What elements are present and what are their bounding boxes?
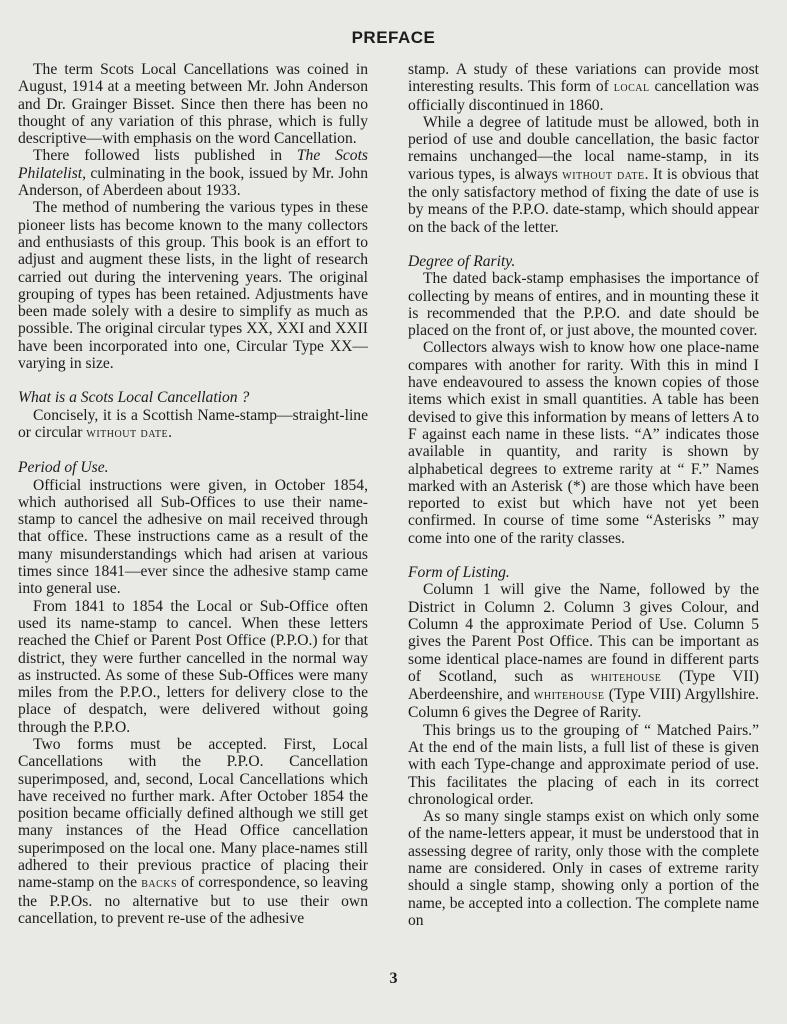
section-heading-form-of-listing: Form of Listing. <box>408 564 510 582</box>
paragraph-term-origin: The term Scots Local Cancellations was coined in August, 1914 at a meeting between Mr. John Anderson and Dr. Grainger Bisset. Since then there has been no thought of any variation of this phrase, which is fully descriptive—with emphasis on the word Cancellation. <box>18 61 368 148</box>
section-heading-degree-of-rarity: Degree of Rarity. <box>408 252 516 270</box>
paragraph-rarity-table: Collectors always wish to know how one place-name compares with another for rarity. With this in mind I have endeavoured to assess the known copies of those items which exist in small quantities. A table has been devised to give this information by means of letters A to F against each name in these lists. “A” indicates those available in quantity, and rarity is shown by alphabetical degrees to extreme rarity at “ F.” Names marked with an Asterisk (*) are those which have been reported to exist but which have not yet been confirmed. In course of time some “Asterisks ” may come into one of the rarity classes. <box>408 339 759 547</box>
paragraph-matched-pairs: This brings us to the grouping of “ Matched Pairs.” At the end of the main lists, a full list of these is given with each Type-change and approximate period of use. This facilitates the placing of each in its correct chronological order. <box>408 721 759 808</box>
paragraph-definition: Concisely, it is a Scottish Name-stamp—straight-line or circular without date. <box>18 406 368 441</box>
paragraph-lists-published: There followed lists published in The Scots Philatelist, culminating in the book, issued by Mr. John Anderson, of Aberdeen about 1933. <box>18 147 368 200</box>
right-column <box>408 61 759 929</box>
paragraph-official-instructions: Official instructions were given, in October 1854, which authorised all Sub-Offices to use their name-stamp to cancel the adhesive on mail received through that office. These instructions came as a result of the many misunderstandings which had arisen at various times since 1841—ever since the adhesive stamp came into general use. <box>18 476 368 598</box>
paragraph-two-forms: Two forms must be accepted. First, Local Cancellations with the P.P.O. Cancellation superimposed, and, second, Local Cancellations which have received no further mark. After October 1854 the position became officially defined although we still get many instances of the Head Office cancellation superimposed on the local one. Many place-names still adhered to their previous practice of placing their name-stamp on the backs of correspondence, so leaving the P.P.Os. no alternative but to use their own cancellation, to prevent re-use of the adhesive <box>18 735 368 927</box>
paragraph-columns: Column 1 will give the Name, followed by the District in Column 2. Column 3 gives Colour, and Column 4 the approximate Period of Use. Column 5 gives the Parent Post Office. This can be important as some identical place-names are found in different parts of Scotland, such as whitehouse (Type VII) Aberdeenshire, and whitehouse (Type VIII) Argyllshire. Column 6 gives the Degree of Rarity. <box>408 581 759 722</box>
paragraph-back-stamp: The dated back-stamp emphasises the importance of collecting by means of entires, and in mounting these it is recommended that the P.P.O. and date should be placed on the front of, or just above, the mounted cover. <box>408 270 759 340</box>
paragraph-single-stamps: As so many single stamps exist on which only some of the name-letters appear, it must be understood that in assessing degree of rarity, only those with the complete name are considered. Only in cases of extreme rarity should a single stamp, showing only a portion of the name, be accepted into a collection. The complete name on <box>408 808 759 929</box>
paragraph-latitude: While a degree of latitude must be allowed, both in period of use and double cancellation, the basic factor remains unchanged—the local name-stamp, in its various types, is always without date. It is obvious that the only satisfactory method of fixing the date of use is by means of the P.P.O. date-stamp, which should appear on the back of the letter. <box>408 113 760 236</box>
page-number: 3 <box>389 970 398 987</box>
section-heading-definition: What is a Scots Local Cancellation ? <box>18 389 250 407</box>
publication-title: The Scots Philatelist <box>18 147 368 182</box>
left-column <box>18 61 368 927</box>
paragraph-1841-1854: From 1841 to 1854 the Local or Sub-Office often used its name-stamp to cancel. When these letters reached the Chief or Parent Post Office (P.P.O.) for that district, they were further cancelled in the normal way as instructed. As some of these Sub-Offices were many miles from the P.P.O., letters for delivery close to the place of despatch, were delivered without going through the P.P.O. <box>18 597 368 736</box>
page-title: PREFACE <box>351 28 436 47</box>
section-heading-period-of-use: Period of Use. <box>18 459 109 477</box>
paragraph-numbering-method: The method of numbering the various types in these pioneer lists has become known to the many collectors and enthusiasts of this group. This book is an effort to adjust and augment these lists, in the light of research carried out during the intervening years. The original grouping of types has been retained. Adjustments have been made solely with a desire to simplify as much as possible. The original circular types XX, XXI and XXII have been incorporated into one, Circular Type XX—varying in size. <box>18 199 368 373</box>
paragraph-continuation: stamp. A study of these variations can provide most interesting results. This form of local cancellation was officially discontinued in 1860. <box>408 61 759 114</box>
